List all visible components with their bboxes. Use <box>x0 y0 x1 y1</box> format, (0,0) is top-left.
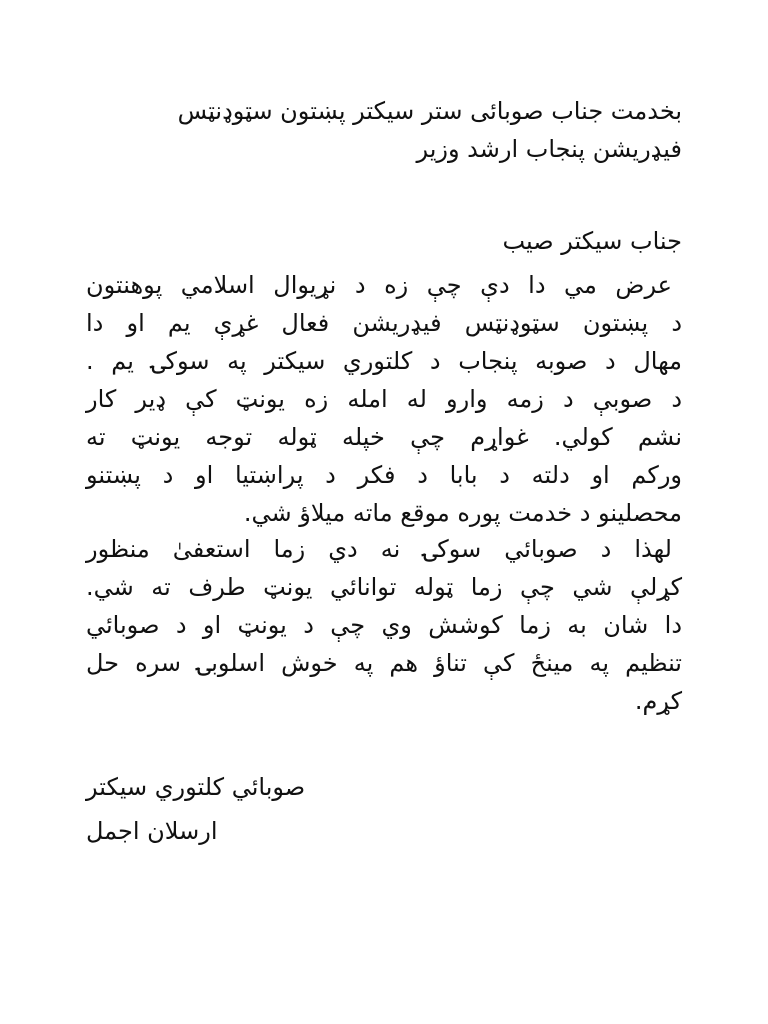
paragraph-1-line: د صوبې د زمه وارو له امله زه یونټ کې ډیر کار <box>86 385 682 413</box>
paragraph-1-line: نشم کولي. غواړم چې خپله ټوله توجه یونټ ته <box>86 423 682 451</box>
addressee-line-1: بخدمت جناب صوبائی ستر سیکتر پښتون سټوډنټس <box>177 97 682 125</box>
addressee-line-2: فیډریشن پنجاب ارشد وزیر <box>416 135 682 163</box>
paragraph-1-line: عرض مي دا دې چې زه د نړیوال اسلامي پوهنتون <box>86 271 672 299</box>
paragraph-1-line: محصلینو د خدمت پوره موقع ماته میلاؤ شي. <box>243 499 682 527</box>
signature-block <box>86 768 682 850</box>
signature-title: صوبائي کلتوري سیکتر <box>86 773 306 801</box>
paragraph-1-line: ورکم او دلته د بابا د فکر د پراښتیا او د پښتنو <box>86 461 682 489</box>
paragraph-2-line: لهذا د صوبائي سوکۍ نه دي زما استعفیٰ منظور <box>86 535 672 563</box>
paragraph-1 <box>86 266 682 532</box>
paragraph-2-line: کړلې شي چې زما ټوله توانائي یونټ طرف ته شي. <box>86 573 682 601</box>
paragraph-2-line: کړم. <box>634 687 682 715</box>
paragraph-1-line: د پښتون سټوډنټس فیډریشن فعال غړې یم او دا <box>86 309 682 337</box>
paragraph-2 <box>86 530 682 720</box>
paragraph-1-line: مهال د صوبه پنجاب د کلتوري سیکتر په سوکۍ یم . <box>86 347 682 375</box>
signature-name: ارسلان اجمل <box>86 817 218 845</box>
paragraph-2-line: دا شان به زما کوشش وي چې د یونټ او د صوبائي <box>86 611 682 639</box>
salutation: جناب سیکتر صیب <box>502 227 682 255</box>
paragraph-2-line: تنظیم په مینځ کې تناؤ هم په خوش اسلوبۍ سره حل <box>86 649 682 677</box>
addressee-block <box>86 92 682 168</box>
